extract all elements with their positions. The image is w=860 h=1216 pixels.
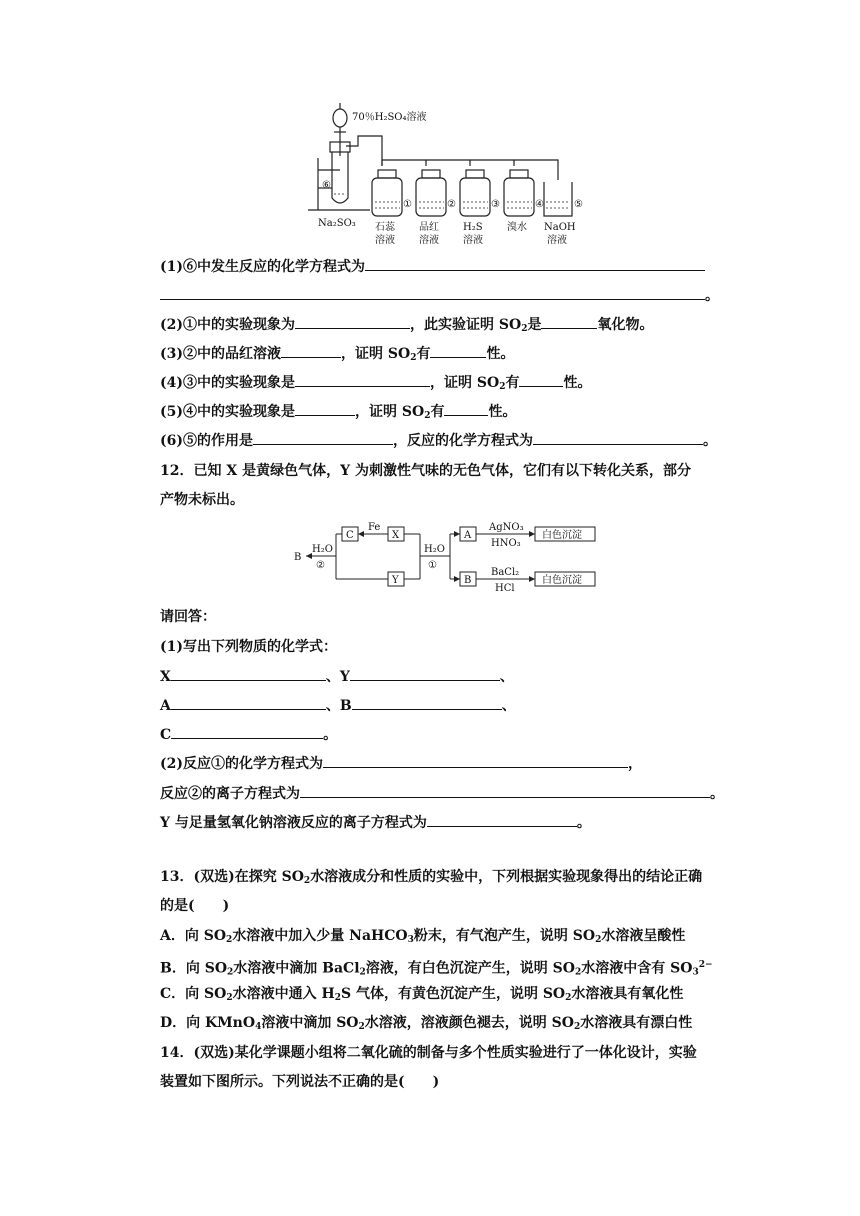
bottle-3-label: H₂S [463,222,483,233]
q12-sub1: (1)写出下列物质的化学式： [160,639,337,655]
q13-stem-line1: 13．(双选)在探究 $SO_2$水溶液成分和性质的实验中，下列根据实验现象得出的结论正确 [160,869,703,886]
answer-blank[interactable] [300,784,710,798]
q11-part2: (2)①中的实验现象为 ，此实验证明 $SO_2$是 氧化物。 [160,317,654,334]
fe-label: Fe [368,522,381,533]
node-x: X [392,530,400,541]
beaker-label2: 溶液 [547,235,567,246]
bottle-1-number: ① [403,199,412,210]
q11-part1-cont: 。 [160,286,719,305]
answer-blank[interactable] [323,754,628,768]
node-y: Y [392,575,399,586]
answer-blank[interactable] [365,257,705,271]
answer-blank[interactable] [350,667,500,681]
answer-blank[interactable] [295,315,410,329]
bottle-2-label: 品红 [419,222,439,233]
q13-stem-line2: 的是( ) [160,898,230,914]
answer-blank[interactable] [160,286,705,300]
q12-c: C 。 [160,727,338,743]
h2o-left: H₂O [312,544,333,555]
node-c: C [346,530,354,541]
acid-label: 70％H₂SO₄溶液 [352,112,427,123]
q11-part5: (5)④中的实验现象是 ，证明 $SO_2$有 性。 [160,404,517,421]
q11-part1: (1)⑥中发生反应的化学方程式为 [160,257,705,276]
answer-blank[interactable] [427,813,577,827]
bottle-2-number: ② [447,199,456,210]
q12-sub4: Y 与足量氢氧化钠溶液反应的离子方程式为 。 [160,815,591,831]
bottle-4-label: 溴水 [507,222,527,233]
bottle-4-number: ④ [535,199,544,210]
node-b-left: B [294,552,302,563]
q14-stem-line1: 14．(双选)某化学课题小组将二氧化硫的制备与多个性质实验进行了一体化设计，实验 [160,1045,697,1061]
q13-option-b[interactable]: B．向 $SO_2$水溶液中滴加 BaCl$_2$溶液，有白色沉淀产生，说明 $SO_2$水溶液中含有 $SO_3^{2-}$ [160,960,713,978]
answer-blank[interactable] [171,725,323,739]
bottle-3-number: ③ [491,199,500,210]
answer-blank[interactable] [352,696,502,710]
answer-blank[interactable] [253,431,393,445]
h2o-right: H₂O [424,544,445,555]
node-b: B [464,575,472,586]
bottle-1-label: 石蕊 [375,222,395,233]
q12-ab: A 、B 、 [160,698,516,714]
q12-xy: X 、Y 、 [160,669,514,685]
q12-ask: 请回答： [160,609,216,625]
q11-part6: (6)⑤的作用是 ，反应的化学方程式为 。 [160,433,717,449]
agno3-label: AgNO₃ [489,522,524,533]
q11-part4: (4)③中的实验现象是 ，证明 $SO_2$有 性。 [160,375,592,392]
answer-blank[interactable] [430,344,486,358]
bottle-2-label2: 溶液 [419,235,439,246]
answer-blank[interactable] [533,431,703,445]
q14-stem-line2: 装置如下图所示。下列说法不正确的是( ) [160,1074,440,1090]
q13-option-a[interactable]: A．向 $SO_2$水溶液中加入少量 NaHCO$_3$粉末，有气泡产生，说明 $SO_2$水溶液呈酸性 [160,928,686,945]
answer-blank[interactable] [171,696,326,710]
num-left: ② [316,560,325,571]
q11-part3: (3)②中的品红溶液 ，证明 $SO_2$有 性。 [160,346,515,363]
answer-blank[interactable] [281,344,341,358]
answer-blank[interactable] [295,373,430,387]
answer-blank[interactable] [171,667,326,681]
answer-blank[interactable] [295,402,355,416]
answer-blank[interactable] [541,315,597,329]
hcl-label: HCl [495,583,515,594]
bacl2-label: BaCl₂ [491,567,520,578]
num-right: ① [428,560,437,571]
hno3-label: HNO₃ [491,538,521,549]
flask-label: Na₂SO₃ [318,218,356,229]
q12-sub3: 反应②的离子方程式为 。 [160,786,724,802]
ppt-label-2: 白色沉淀 [542,575,582,586]
node-a: A [464,530,472,541]
bottle-1-label2: 溶液 [375,235,395,246]
answer-blank[interactable] [519,373,563,387]
bottle-3-label2: 溶液 [463,235,483,246]
q12-sub2: (2)反应①的化学方程式为 ， [160,756,642,772]
apparatus-figure [300,98,600,248]
beaker-label: NaOH [544,222,576,233]
ppt-label-1: 白色沉淀 [542,530,582,541]
answer-blank[interactable] [444,402,488,416]
flask-number: ⑥ [322,180,331,191]
q13-option-d[interactable]: D．向 KMnO$_4$溶液中滴加 $SO_2$水溶液，溶液颜色褪去，说明 $SO_2$水溶液具有漂白性 [160,1015,693,1032]
conversion-diagram [290,520,620,594]
q13-option-c[interactable]: C．向 $SO_2$水溶液中通入 $H_2S$ 气体，有黄色沉淀产生，说明 $SO_2$水溶液具有氧化性 [160,986,684,1003]
q12-stem-line1: 12．已知 X 是黄绿色气体，Y 为刺激性气味的无色气体，它们有以下转化关系，部分 [160,463,691,479]
beaker-number: ⑤ [574,199,583,210]
q12-stem-line2: 产物未标出。 [160,492,244,508]
